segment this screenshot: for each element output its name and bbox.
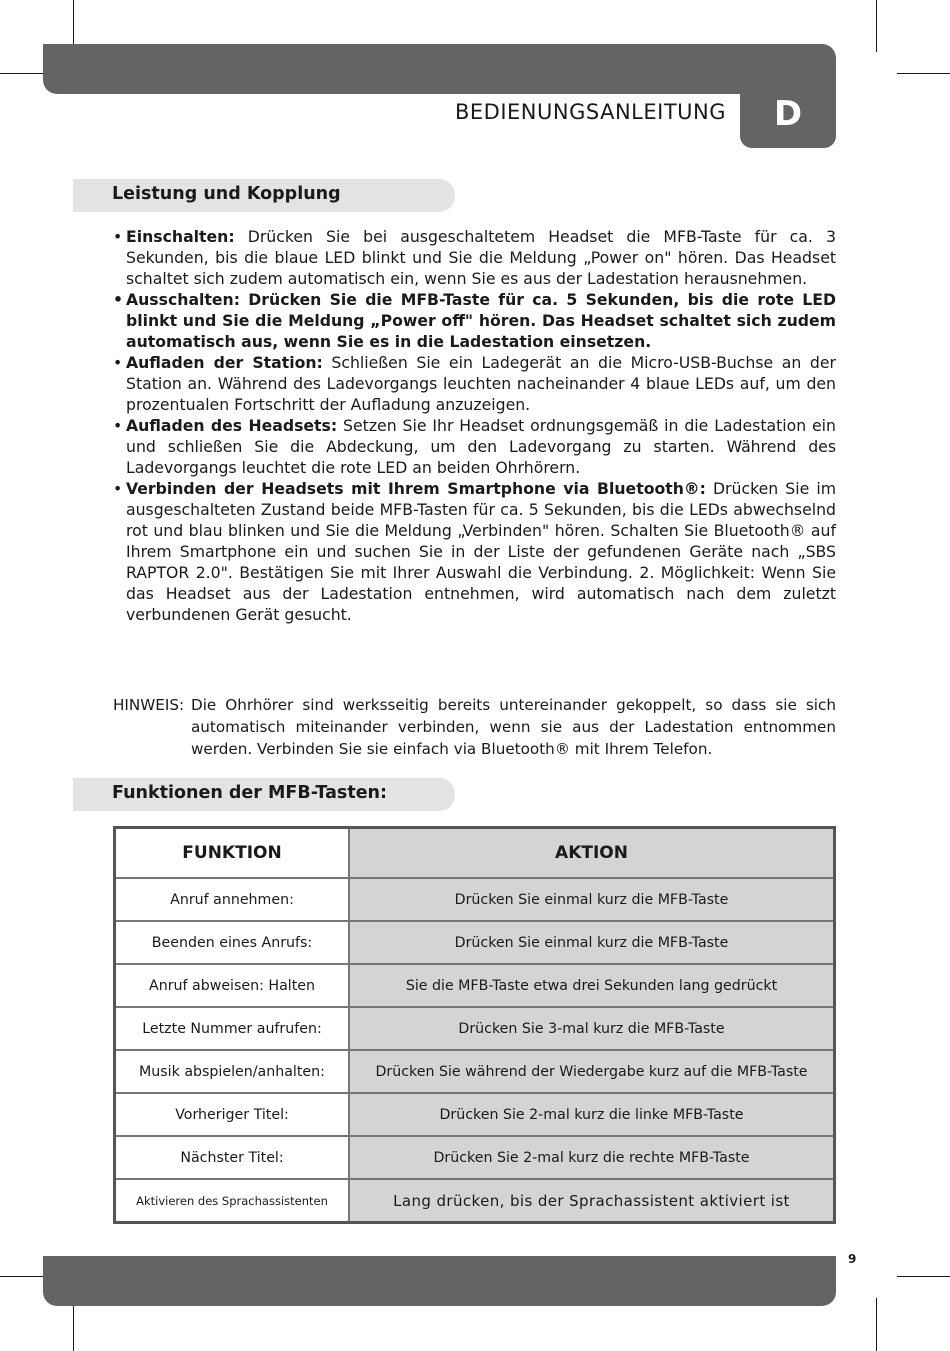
table-row: [115, 921, 835, 964]
item-key: Verbinden der Headsets mit Ihrem Smartphone via Bluetooth®:: [126, 479, 706, 498]
function-cell: Letzte Nummer aufrufen:: [115, 1007, 350, 1050]
crop-mark: [897, 1276, 950, 1277]
function-cell: Beenden eines Anrufs:: [115, 921, 350, 964]
language-tab: D: [740, 80, 836, 148]
table-row: [115, 1179, 835, 1223]
action-cell: Drücken Sie 2-mal kurz die linke MFB-Taste: [349, 1093, 835, 1136]
bottom-bar: [43, 1256, 836, 1306]
column-header-action: AKTION: [349, 828, 835, 879]
section-heading-bar: [73, 179, 455, 212]
mfb-functions-table: [113, 826, 836, 1224]
table-row: [115, 1136, 835, 1179]
list-item: [113, 478, 836, 625]
item-key: Einschalten:: [126, 227, 235, 246]
crop-mark: [73, 0, 74, 46]
crop-mark: [876, 1298, 877, 1351]
table-row: [115, 1007, 835, 1050]
column-header-function: FUNKTION: [115, 828, 350, 879]
table-row: [115, 1050, 835, 1093]
function-cell: Vorheriger Titel:: [115, 1093, 350, 1136]
item-text: Setzen Sie Ihr Headset ordnungsgemäß in die Ladestation ein und schließen Sie die Abdeckung, um den Ladevorgang zu starten. Während des Ladevorgangs leuchtet die rote LED an beiden Ohrhörern.: [126, 416, 836, 477]
top-bar: [43, 44, 836, 94]
function-cell: Musik abspielen/anhalten:: [115, 1050, 350, 1093]
function-cell: Anruf abweisen: Halten: [115, 964, 350, 1007]
table-row: [115, 964, 835, 1007]
item-text: Drücken Sie im ausgeschalteten Zustand beide MFB-Tasten für ca. 5 Sekunden, bis die LEDs abwechselnd rot und blau blinken und Sie die Meldung „Verbinden" hören. Schalten Sie Bluetooth® auf Ihrem Smartphone ein und suchen Sie in der Liste der gefundenen Geräte nach „SBS RAPTOR 2.0". Bestätigen Sie mit Ihrer Auswahl die Verbindung. 2. Möglichkeit: Wenn Sie das Headset aus der Ladestation entnehmen, wird automatisch nach dem zuletzt verbundenen Gerät gesucht.: [126, 479, 836, 624]
action-cell: Drücken Sie einmal kurz die MFB-Taste: [349, 921, 835, 964]
note-text: Die Ohrhörer sind werksseitig bereits untereinander gekoppelt, so dass sie sich automatisch miteinander verbinden, wenn sie aus der Ladestation entnommen werden. Verbinden Sie sie einfach via Bluetooth® mit Ihrem Telefon.: [191, 696, 836, 758]
item-key: Ausschalten:: [126, 290, 240, 309]
action-cell: Drücken Sie einmal kurz die MFB-Taste: [349, 878, 835, 921]
page-number: 9: [848, 1252, 857, 1266]
item-text: Schließen Sie ein Ladegerät an die Micro-USB-Buchse an der Station an. Während des Ladevorgangs leuchten nacheinander 4 blaue LEDs auf, um den prozentualen Fortschritt der Aufladung anzuzeigen.: [126, 353, 836, 414]
action-cell: Drücken Sie 3-mal kurz die MFB-Taste: [349, 1007, 835, 1050]
table-row: [115, 878, 835, 921]
section-heading: Leistung und Kopplung: [112, 184, 341, 204]
list-item: [113, 289, 836, 352]
item-text: Drücken Sie bei ausgeschaltetem Headset die MFB-Taste für ca. 3 Sekunden, bis die blaue LED blinkt und Sie die Meldung „Power on" hören. Das Headset schaltet sich zudem automatisch ein, wenn Sie es aus der Ladestation herausnehmen.: [126, 227, 836, 288]
list-item: [113, 415, 836, 478]
function-cell: Aktivieren des Sprachassistenten: [115, 1179, 350, 1223]
list-item: [113, 352, 836, 415]
table-header-row: [115, 828, 835, 879]
item-key: Aufladen des Headsets:: [126, 416, 338, 435]
section-heading-bar: [73, 778, 455, 811]
document-title: BEDIENUNGSANLEITUNG: [455, 100, 727, 124]
action-cell: Lang drücken, bis der Sprachassistent aktiviert ist: [349, 1179, 835, 1223]
table-row: [115, 1093, 835, 1136]
section-heading: Funktionen der MFB-Tasten:: [112, 783, 388, 803]
action-cell: Drücken Sie während der Wiedergabe kurz auf die MFB-Taste: [349, 1050, 835, 1093]
note-label: HINWEIS:: [113, 696, 185, 714]
action-cell: Sie die MFB-Taste etwa drei Sekunden lang gedrückt: [349, 964, 835, 1007]
item-text: Drücken Sie die MFB-Taste für ca. 5 Sekunden, bis die rote LED blinkt und Sie die Meldung „Power off" hören. Das Headset schaltet sich zudem automatisch aus, wenn Sie es in die Ladestation einsetzen.: [126, 290, 836, 351]
feature-list: [113, 226, 836, 625]
function-cell: Nächster Titel:: [115, 1136, 350, 1179]
list-item: [113, 226, 836, 289]
function-cell: Anruf annehmen:: [115, 878, 350, 921]
item-key: Aufladen der Station:: [126, 353, 323, 372]
crop-mark: [876, 0, 877, 52]
note: [113, 694, 836, 760]
crop-mark: [897, 73, 950, 74]
action-cell: Drücken Sie 2-mal kurz die rechte MFB-Taste: [349, 1136, 835, 1179]
